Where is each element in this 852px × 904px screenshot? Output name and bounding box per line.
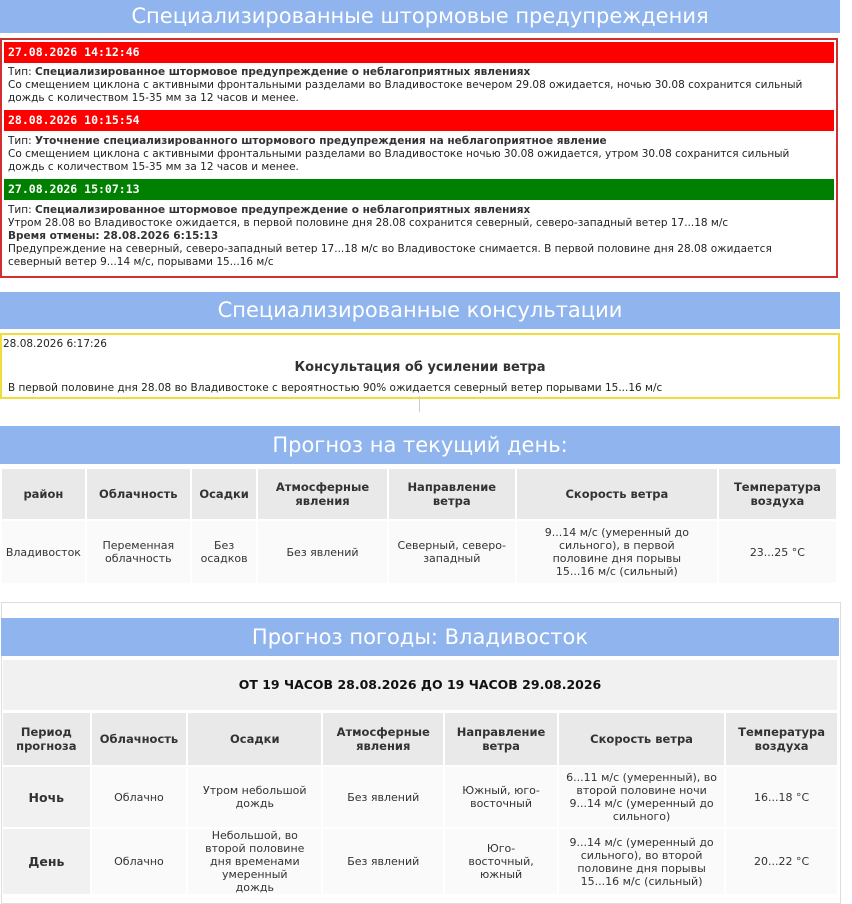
col-precipitation: Осадки [188,713,321,765]
col-temperature: Температура воздуха [726,713,837,765]
cell-phenomena: Без явлений [323,829,443,894]
col-precipitation: Осадки [192,469,257,519]
cell-period: День [3,829,90,894]
table-row [2,521,836,583]
cell-wind-speed: 9...14 м/с (умеренный до сильного), в первой половине дня порывы 15...16 м/с (сильный) [517,521,717,583]
divider [419,396,420,412]
cell-temperature: 16...18 °C [726,767,837,827]
forecast-period: ОТ 19 ЧАСОВ 28.08.2026 ДО 19 ЧАСОВ 29.08.2026 [3,660,837,710]
col-temperature: Температура воздуха [719,469,836,519]
warning-3-cancel-time: Время отмены: 28.08.2026 6:15:13 [8,230,219,242]
cell-wind-direction: Южный, юго-восточный [445,767,557,827]
today-header: Прогноз на текущий день: [0,426,840,464]
warning-2-text: Со смещением циклона с активными фронтальными разделами во Владивостоке ночью 30.08 ожидается, утром 30.08 сохранится сильный дождь с количеством 15-35 мм за 12 часов и менее. [8,148,790,173]
cell-temperature: 20...22 °C [726,829,837,894]
consult-title: Консультация об усилении ветра [294,360,546,375]
warning-1-text: Со смещением циклона с активными фронтальными разделами во Владивостоке вечером 29.08 ожидается, ночью 30.08 сохранится сильный дождь с количеством 15-35 мм за 12 часов и менее. [8,79,803,104]
today-table [0,467,838,585]
cell-wind-speed: 6...11 м/с (умеренный), во второй половине ночи 9...14 м/с (умеренный до сильного) [559,767,724,827]
col-phenomena: Атмосферные явления [323,713,443,765]
today-table-header-row [2,469,836,519]
cell-wind-speed: 9...14 м/с (умеренный до сильного), во второй половине дня порывы 15...16 м/с (сильный) [559,829,724,894]
cell-cloudiness: Облачно [92,829,187,894]
table-row [3,767,837,827]
warning-3-type-label: Тип: [8,204,32,216]
cell-phenomena: Без явлений [323,767,443,827]
warnings-panel [0,38,838,278]
warning-3-timestamp: 27.08.2026 15:07:13 [4,179,834,200]
cell-temperature: 23...25 °C [719,521,836,583]
warning-3-body [8,204,828,269]
warning-1-timestamp: 27.08.2026 14:12:46 [4,42,834,63]
consult-date: 28.08.2026 6:17:26 [3,338,107,350]
col-wind-speed: Скорость ветра [559,713,724,765]
col-wind-speed: Скорость ветра [517,469,717,519]
warning-2-body [8,135,828,174]
warning-1-type: Специализированное штормовое предупреждение о неблагоприятных явлениях [34,66,531,78]
warning-1-type-label: Тип: [8,66,32,78]
cell-phenomena: Без явлений [258,521,386,583]
forecast-table-header-row [3,713,837,765]
forecast-header: Прогноз погоды: Владивосток [1,618,839,656]
forecast-table [1,711,839,896]
col-period: Период прогноза [3,713,90,765]
cell-period: Ночь [3,767,90,827]
table-row [3,829,837,894]
cell-district: Владивосток [2,521,85,583]
warning-3-cancel-text: Предупреждение на северный, северо-западный ветер 17...18 м/с во Владивостоке снимается. В первой половине дня 28.08 ожидается северный ветер 9...14 м/с, порывами 15...16 м/с [8,243,772,268]
consult-panel [0,333,840,399]
col-cloudiness: Облачность [92,713,187,765]
col-phenomena: Атмосферные явления [258,469,386,519]
cell-wind-direction: Юго-восточный, южный [445,829,557,894]
cell-precipitation: Утром небольшой дождь [188,767,321,827]
col-wind-direction: Направление ветра [445,713,557,765]
col-district: район [2,469,85,519]
consult-text: В первой половине дня 28.08 во Владивостоке с вероятностью 90% ожидается северный ветер порывами 15...16 м/с [8,382,663,394]
warning-2-type-label: Тип: [8,135,32,147]
cell-precipitation: Небольшой, во второй половине дня временами умеренный дождь [188,829,321,894]
warning-3-type: Специализированное штормовое предупреждение о неблагоприятных явлениях [34,204,531,216]
cell-cloudiness: Переменная облачность [87,521,190,583]
warning-3-text: Утром 28.08 во Владивостоке ожидается, в первой половине дня 28.08 сохранится северный, северо-западный ветер 17...18 м/с [8,217,729,229]
col-wind-direction: Направление ветра [389,469,515,519]
consult-header: Специализированные консультации [0,292,840,329]
cell-precipitation: Без осадков [192,521,257,583]
cell-cloudiness: Облачно [92,767,187,827]
col-cloudiness: Облачность [87,469,190,519]
warnings-header: Специализированные штормовые предупреждения [0,0,840,33]
warning-1-body [8,66,828,105]
cell-wind-direction: Северный, северо-западный [389,521,515,583]
warning-2-timestamp: 28.08.2026 10:15:54 [4,110,834,131]
warning-2-type: Уточнение специализированного штормового предупреждения на неблагоприятное явление [34,135,607,147]
